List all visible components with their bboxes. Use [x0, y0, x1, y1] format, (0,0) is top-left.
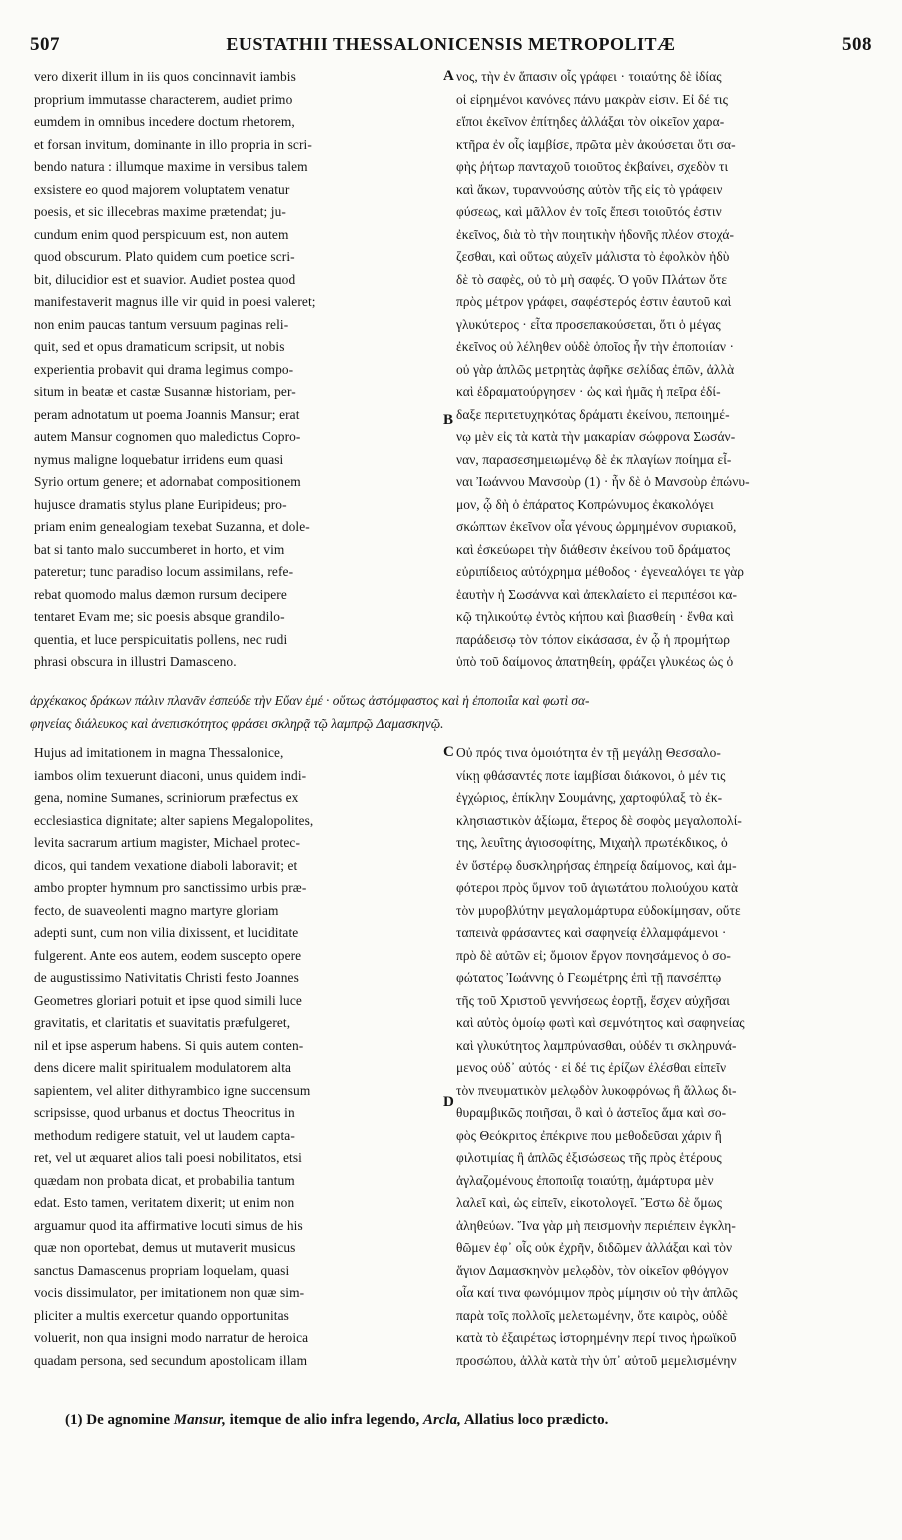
greek-text-line: πρὸ δὲ αὐτῶν εἰ; ὅμοιον ἔργον πονησάμενος ὁ σο- — [456, 947, 731, 963]
margin-marker-a: A — [443, 68, 454, 84]
greek-text-line: ὑπὸ τοῦ δαίμονος ἀπατηθείη, φράζει γλυκέως ὡς ὁ — [456, 654, 734, 669]
latin-text-line: scripsisse, quod urbanus et doctus Theocritus in — [34, 1105, 295, 1120]
greek-text-line: πρὸς μέτρον γράφει, σαφέστερός ἐστιν ἑαυτοῦ καὶ — [456, 294, 732, 309]
greek-text-line: φύσεως, καὶ μᾶλλον ἐν τοῖς ἔπεσι τοιοῦτός ἐστιν — [456, 204, 722, 219]
latin-text-line: vero dixerit illum in iis quos concinnavit iambis — [34, 69, 296, 84]
running-header — [30, 30, 872, 60]
greek-text-line: ἐγχώριος, ἐπίκλην Σουμάνης, χαρτοφύλαξ τὸ ἐκ- — [456, 790, 723, 805]
greek-text-line: προσώπου, ἀλλὰ κατὰ τὴν ὑπ᾽ αὐτοῦ μεμελισμένην — [456, 1352, 737, 1368]
latin-text-line: gena, nomine Sumanes, scriniorum præfectus ex — [34, 790, 299, 805]
latin-text-line: eumdem in omnibus incedere doctum rhetorem, — [34, 114, 295, 129]
greek-text-line: μον, ᾧ δὴ ὁ ἐπάρατος Κοπρώνυμος ἐκακολόγει — [456, 496, 714, 512]
latin-text-line: vocis dissimulator, per imitationem non quæ sim- — [34, 1285, 305, 1300]
greek-text-line: φότεροι πρὸς ὕμνον τοῦ ἁγιωτάτου πολιούχου κατὰ — [456, 880, 739, 895]
greek-text-line: δὲ τὸ σαφὲς, οὐ τὸ μὴ σαφές. Ὁ γοῦν Πλάτων ὅτε — [456, 271, 728, 287]
greek-text-line: γλυκύτερος · εἶτα προσεπακούσεται, ὅτι ὁ μέγας — [456, 316, 721, 332]
greek-text-line: λαλεῖ καὶ, ὡς εἰπεῖν, εἰκοτολογεῖ. Ἔστω δὲ ὅμως — [456, 1195, 723, 1210]
greek-text-line: ἐν ὕστέρῳ δυσκληρήσας ἐπηρείᾳ δαίμονος, καὶ ἀμ- — [456, 857, 737, 873]
margin-marker-c: C — [443, 744, 454, 760]
greek-text-line: δαξε περιτετυχηκότας δράματι ἐκείνου, πεποιημέ- — [456, 406, 730, 422]
latin-text-line: arguamur quod ita affirmative locuti simus de his — [34, 1217, 303, 1233]
latin-text-line: de augustissimo Nativitatis Christi festo Joannes — [34, 970, 299, 985]
greek-text-line: ἀρχέκακος δράκων πάλιν πλανᾶν ἐσπεύδε τὴν Εὔαν ἐμέ · οὕτως ἀστόμφαστος καὶ ἡ ἐποποιΐα καὶ φωτὶ σα- — [30, 693, 590, 708]
latin-text-line: dicos, qui tandem vexatione diaboli laboravit; et — [34, 857, 298, 873]
greek-text-line: φιλοτιμίας ἢ ἁπλῶς ἐξισώσεως τῆς πρὸς ἑτέρους — [456, 1150, 722, 1165]
greek-text-line: ἐκεῖνος, διὰ τὸ τὴν ποιητικὴν ἡδονῆς πλέον στοχά- — [456, 226, 735, 242]
margin-marker-d: D — [443, 1094, 454, 1110]
latin-text-line: methodum redigere statuit, vel ut laudem capta- — [34, 1127, 295, 1143]
greek-text-line: φηνείας διάλευκος καὶ ἀνεπισκότητος φράσει σκληρᾷ τῷ λαμπρῷ Δαμασκηνῷ. — [30, 715, 444, 731]
latin-text-line: ambo propter hymnum pro sanctissimo urbis præ- — [34, 880, 307, 895]
latin-text-line: voluerit, non qua insigni modo narratur de heroica — [34, 1330, 309, 1345]
greek-text-line: μενος οὐδ᾽ αὐτός · εἰ δέ τις ἐρίζων ἐλέσθαι εἰπεῖν — [456, 1060, 727, 1075]
latin-text-line: bit, dilucidior est et suavior. Audiet postea quod — [34, 271, 296, 287]
greek-text-line: ναν, παρασεσημειωμένῳ δὲ ἐκ πλαγίων ποίημα εἶ- — [456, 451, 732, 467]
greek-text-line: καὶ ἄκων, τυραννούσης αὐτὸν τῆς εἰς τὸ γράφειν — [456, 181, 723, 197]
latin-text-line: Geometres gloriari potuit et ipse quod simili luce — [34, 992, 302, 1008]
greek-text-line: φώτατος Ἰωάννης ὁ Γεωμέτρης ἐπὶ τῇ πανσέπτῳ — [456, 970, 722, 985]
footnote-name-arcla: Arcla, — [422, 1412, 461, 1428]
latin-text-line: proprium immutasse characterem, audiet primo — [34, 91, 293, 107]
latin-text-line: sapientem, vel aliter dithyrambico igne succensum — [34, 1082, 311, 1098]
greek-text-line: τὸν μυροβλύτην μεγαλομάρτυρα εὐδοκίμησαν, οὔτε — [456, 902, 741, 918]
greek-text-line: σκώπτων ἐκεῖνον οἷα γένους ὡρμημένον συριακοῦ, — [456, 519, 737, 534]
greek-text-line: κλησιαστικὸν ἀξίωμα, ἕτερος δὲ σοφὸς μεγαλοπολί- — [456, 812, 742, 828]
latin-text-line: quit, sed et opus dramaticum scripsit, ut nobis — [34, 339, 285, 354]
margin-marker-b: B — [443, 412, 454, 428]
latin-text-line: bat si tanto malo succumberet in horto, et vim — [34, 541, 285, 557]
greek-text-line: καὶ ἐδραματούργησεν · ὡς καὶ ἡμᾶς ἡ πεῖρα ἐδί- — [456, 384, 721, 399]
latin-text-line: fulgerent. Ante eos autem, eodem suscepto opere — [34, 947, 302, 963]
greek-text-line: ἀληθεύων. Ἵνα γὰρ μὴ πεισμονὴν περιέπειν ἐγκλη- — [456, 1217, 736, 1233]
footnote-name-mansur: Mansur, — [173, 1412, 226, 1428]
latin-text-line: peram adnotatum ut poema Joannis Mansur; erat — [34, 406, 300, 422]
latin-text-line: bendo natura : illumque maxime in versibus talem — [34, 159, 308, 174]
latin-column-section-1 — [34, 66, 438, 674]
latin-text-line: tentaret Evam me; sic poesis absque grandilo- — [34, 609, 285, 624]
greek-text-line: οἷα καί τινα φωνόμιμον πρὸς μίμησιν οὐ τὴν ἁπλῶς — [456, 1285, 738, 1300]
latin-text-line: quæ non oportebat, demus ut mutaverit musicus — [34, 1240, 296, 1255]
greek-column-section-1 — [456, 66, 868, 674]
greek-text-line: κτῆρα ἐν οἷς ἰαμβίσε, πρῶτα μὲν ἀκούσεται ὅτι σα- — [456, 136, 736, 152]
greek-text-line: νῳ μὲν εἰς τὰ κατὰ τὴν μακαρίαν σώφρονα Σωσάν- — [456, 429, 736, 444]
footnote-number: (1) — [65, 1412, 83, 1428]
greek-text-line: της, λευΐτης ἁγιοσοφίτης, Μιχαὴλ πρωτέκδικος, ὁ — [456, 835, 728, 850]
greek-text-line: καὶ γλυκύτητος λαμπρύνασθαι, οὐδέν τι σκληρυνά- — [456, 1037, 737, 1053]
greek-text-line: φὸς Θεόκριτος ἐπέκρινε που μεθοδεῦσαι χάριν ἢ — [456, 1127, 722, 1143]
latin-text-line: et forsan invitum, dominante in illo propria in scri- — [34, 136, 312, 152]
latin-text-line: gravitatis, et claritatis et suavitatis præfulgeret, — [34, 1015, 291, 1030]
latin-text-line: Hujus ad imitationem in magna Thessalonice, — [34, 745, 284, 760]
latin-text-line: cundum enim quod perspicuum est, non autem — [34, 226, 289, 242]
latin-text-line: sanctus Damascenus propriam loquelam, quasi — [34, 1262, 290, 1278]
latin-text-line: nil et ipse asperum habens. Si quis autem conten- — [34, 1037, 304, 1053]
greek-text-line: καὶ αὐτὸς ὁμοίῳ φωτὶ καὶ σεμνότητος καὶ σαφηνείας — [456, 1015, 745, 1030]
greek-text-line: οὐ γὰρ ἁπλῶς μετρητὰς ἀφῆκε σελίδας ἐπῶν, ἀλλὰ — [456, 361, 735, 377]
latin-text-line: fecto, de suaveolenti magno martyre gloriam — [34, 902, 279, 918]
latin-text-line: edat. Esto tamen, veritatem dixerit; ut enim non — [34, 1195, 295, 1210]
page-number-left: 507 — [30, 34, 60, 55]
latin-text-line: dens dicere malit spiritualem modulatorem alta — [34, 1060, 292, 1075]
latin-text-line: quædam non probata dicat, et probabilia tantum — [34, 1172, 295, 1188]
latin-text-line: quentia, et luce perspicuitatis pollens, nec rudi — [34, 631, 288, 647]
latin-text-line: exsistere eo quod majorem voluptatem venatur — [34, 181, 290, 197]
latin-text-line: hujusce dramatis stylus plane Euripideus; pro- — [34, 496, 287, 512]
footnote — [65, 1412, 885, 1429]
latin-text-line: priam enim genealogiam texebat Suzanna, et dole- — [34, 519, 310, 534]
latin-text-line: ret, vel ut æquaret alios tali poesi nobilitatos, etsi — [34, 1150, 302, 1165]
greek-text-line: τὸν πνευματικὸν μελῳδὸν λυκοφρόνως ἢ ἄλλως δι- — [456, 1082, 737, 1098]
greek-text-line: ζεσθαι, καὶ οὕτως αὐχεῖν μάλιστα τὸ ἐφολκὸν ἡδὺ — [456, 249, 730, 264]
greek-text-line: οἱ εἰρημένοι κανόνες πάνυ μακρὰν εἰσιν. Εἰ δέ τις — [456, 91, 729, 107]
greek-text-line: ναι Ἰωάννου Μανσοὺρ (1) · ἦν δὲ ὁ Μανσοὺρ ἐπώνυ- — [456, 474, 750, 489]
footnote-text-post: Allatius loco prædicto. — [463, 1412, 609, 1428]
latin-text-line: quod obscurum. Plato quidem cum poetice scri- — [34, 249, 295, 264]
latin-text-line: autem Mansur cognomen quo maledictus Copro- — [34, 429, 301, 444]
latin-text-line: levita sacrarum artium magister, Michael protec- — [34, 835, 301, 850]
greek-text-line: θυραμβικῶς ποιῆσαι, ὃ καὶ ὁ ἀστεῖος ἅμα καὶ σο- — [456, 1105, 727, 1120]
latin-text-line: non enim paucas tantum versuum paginas reli- — [34, 316, 289, 332]
greek-text-line: καὶ ἐσκεύωρει τὴν διάθεσιν ἐκείνου τοῦ δράματος — [456, 541, 731, 557]
greek-text-line: κῷ τηλικούτῳ ἐντὸς κήπου καὶ βιασθείη · ἔνθα καὶ — [456, 609, 734, 624]
greek-text-line: ταπεινὰ φράσαντες καὶ σαφηνείᾳ ἐλλαμφάμενοι · — [456, 925, 727, 940]
latin-text-line: quadam persona, sed secundum apostolicam illam — [34, 1352, 308, 1368]
greek-full-width-lines — [30, 690, 880, 735]
greek-text-line: νος, τὴν ἐν ἅπασιν οἷς γράφει · τοιαύτης δὲ ἰδίας — [456, 69, 722, 84]
greek-text-line: εἴποι ἐκεῖνον ἐπίτηδες ἀλλάξαι τὸν οἰκεῖον χαρα- — [456, 114, 725, 129]
latin-text-line: pliciter a multis exercetur quando opportunitas — [34, 1307, 289, 1323]
greek-text-line: παρὰ τοῖς πολλοῖς μελετωμένην, ὅτε καιρὸς, οὐδὲ — [456, 1307, 728, 1323]
greek-text-line: φὴς ῥήτωρ πανταχοῦ τοιοῦτος ἐκβαίνει, σχεδὸν τι — [456, 159, 729, 174]
greek-text-line: ἀγλαζομένους ἐποποιΐᾳ τοιαύτῃ, ἀμάρτυρα μὲν — [456, 1172, 714, 1188]
latin-text-line: iambos olim texuerunt diaconi, unus quidem indi- — [34, 767, 307, 783]
latin-text-line: pateretur; tunc paradiso locum assimilans, refe- — [34, 564, 294, 579]
latin-column-section-2 — [34, 742, 438, 1372]
running-title: EUSTATHII THESSALONICENSIS METROPOLITÆ — [226, 34, 676, 54]
latin-text-line: situm in beatæ et castæ Susannæ historiam, per- — [34, 384, 296, 399]
greek-text-line: κατὰ τὸ ἐξαιρέτως ἱστορημένην περί τινος ἡρωϊκοῦ — [456, 1330, 737, 1345]
latin-text-line: Syrio ortum genere; et adornabat compositionem — [34, 474, 301, 489]
latin-text-line: experientia probavit qui drama legimus compo- — [34, 361, 294, 377]
greek-text-line: νίκῃ φθάσαντές ποτε ἰαμβίσαι διάκονοι, ὁ μέν τις — [456, 767, 726, 783]
greek-column-section-2 — [456, 742, 868, 1372]
greek-text-line: Οὐ πρός τινα ὁμοιότητα ἐν τῇ μεγάλῃ Θεσσαλο- — [456, 745, 721, 760]
latin-text-line: manifestaverit magnus ille vir quid in poesi valeret; — [34, 294, 316, 309]
latin-text-line: adepti sunt, cum non vilia dixissent, et luciditate — [34, 925, 299, 940]
greek-text-line: ἅγιον Δαμασκηνὸν μελῳδὸν, τὸν οἰκεῖον φθόγγον — [456, 1262, 729, 1278]
latin-text-line: phrasi obscura in illustri Damasceno. — [34, 654, 237, 669]
greek-text-line: τῆς τοῦ Χριστοῦ γεννήσεως ἑορτῇ, ἔσχεν αὐχῆσαι — [456, 992, 730, 1008]
greek-text-line: ἐκεῖνος οὐ λέληθεν οὐδὲ ὁποῖος ἦν τὴν ἐποποιίαν · — [456, 339, 735, 354]
latin-text-line: poesis, et sic illecebras maxime prætendat; ju- — [34, 204, 286, 219]
footnote-text-mid: itemque de alio infra legendo, — [229, 1412, 420, 1428]
greek-text-line: ἑαυτὴν ἡ Σωσάννα καὶ ἀπεκλαίετο εἰ περιπέσοι κα- — [456, 586, 738, 602]
greek-text-line: θῶμεν ἐφ᾽ οἷς οὐκ ἐχρῆν, διδῶμεν ἀλλάξαι καὶ τὸν — [456, 1240, 733, 1255]
latin-text-line: ecclesiastica dignitate; alter sapiens Megalopolites, — [34, 812, 314, 828]
page-number-right: 508 — [842, 34, 872, 55]
latin-text-line: rebat quomodo malus dæmon rursum decipere — [34, 586, 287, 602]
footnote-text-pre: De agnomine — [86, 1412, 170, 1428]
greek-text-line: παράδεισῳ τὸν τόπον εἰκάσασα, ἐν ᾧ ἡ προμήτωρ — [456, 631, 731, 647]
greek-text-line: εὐριπίδειος αὐτόχρημα μέθοδος · ἐγενεαλόγει τε γὰρ — [456, 564, 745, 579]
latin-text-line: nymus maligne loquebatur irridens eum quasi — [34, 451, 284, 467]
